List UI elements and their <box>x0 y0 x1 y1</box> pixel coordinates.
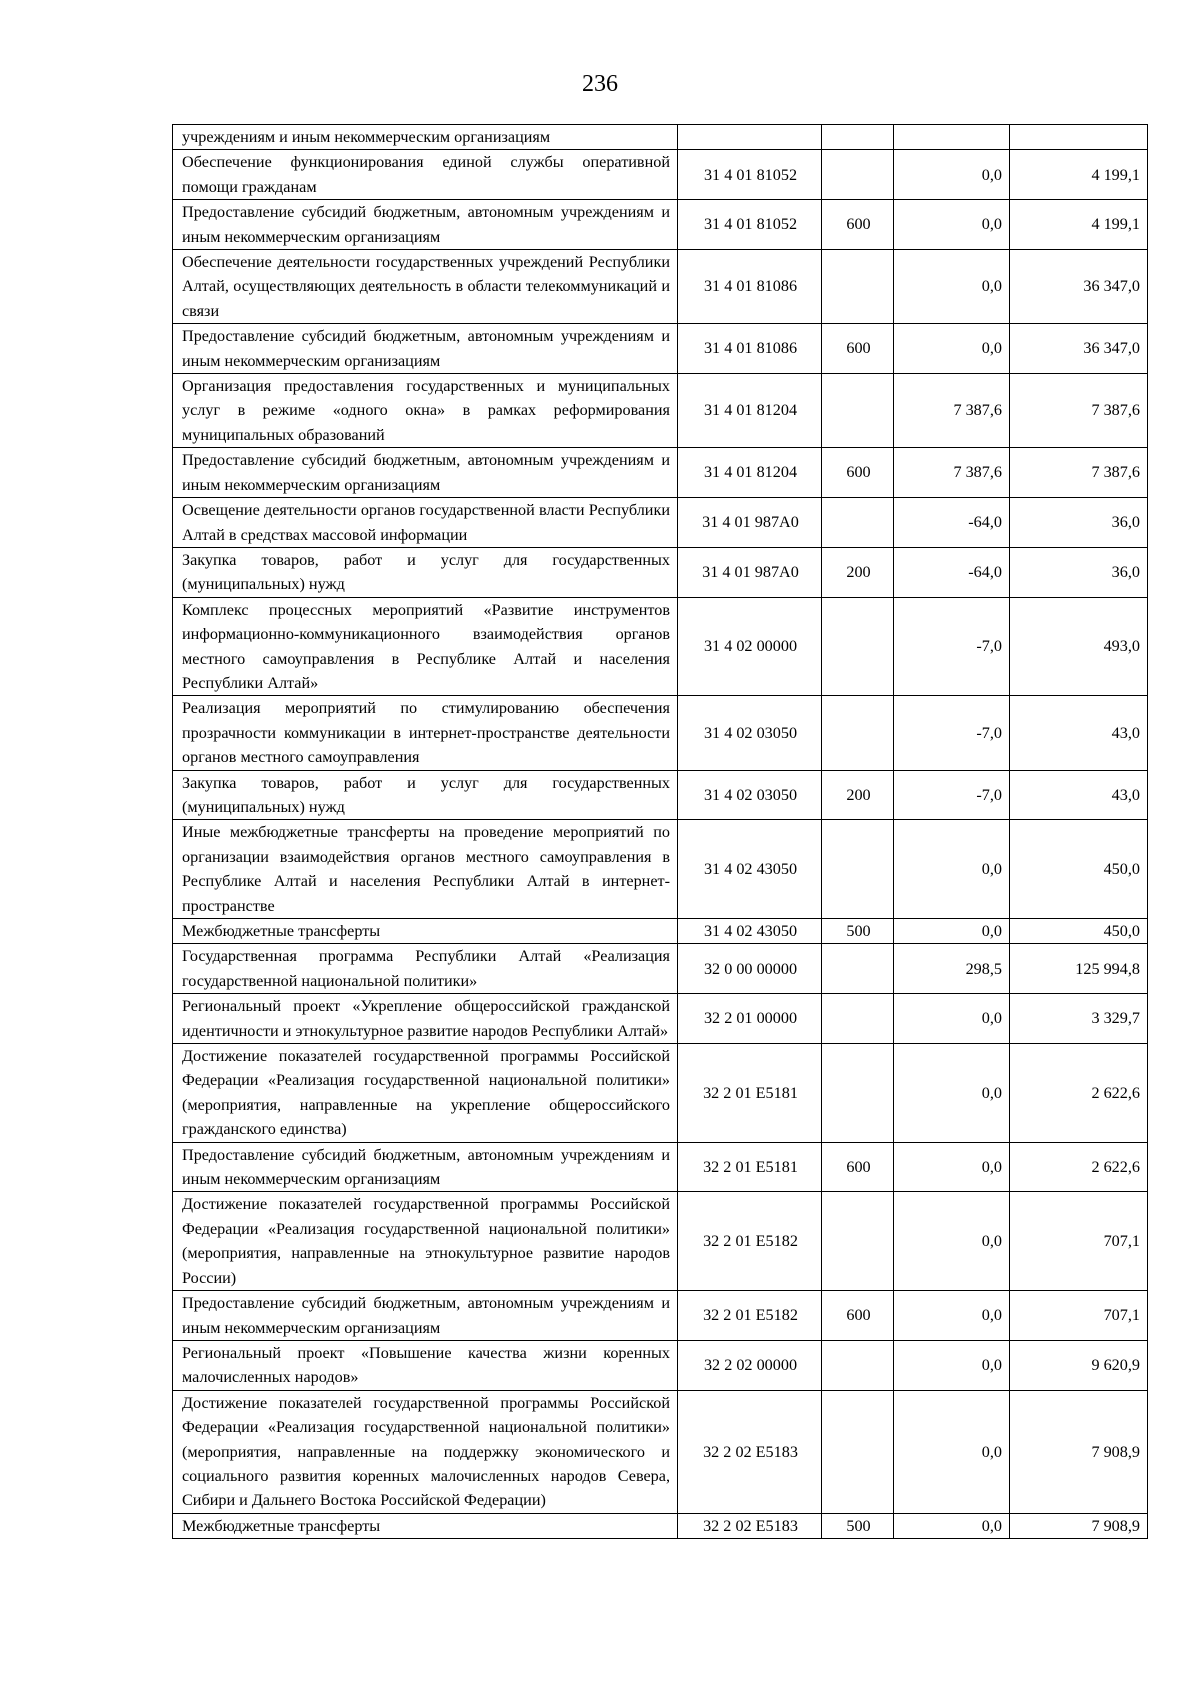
row-name-cell: Обеспечение функционирования единой службы оперативной помощи гражданам <box>173 150 678 200</box>
row-sum-cell: 4 199,1 <box>1010 150 1148 200</box>
row-sum-cell: 43,0 <box>1010 770 1148 820</box>
row-name-cell: Достижение показателей государственной программы Российской Федерации «Реализация государственной национальной политики» (мероприятия, направленные на этнокультурное развитие народов России) <box>173 1192 678 1291</box>
row-code-cell <box>678 125 822 150</box>
row-name-cell: Реализация мероприятий по стимулированию обеспечения прозрачности коммуникации в интернет-пространстве деятельности органов местного самоуправления <box>173 696 678 770</box>
row-sum-cell: 36 347,0 <box>1010 250 1148 324</box>
row-change-cell: 0,0 <box>894 1142 1010 1192</box>
row-code-cell: 32 2 02 Е5183 <box>678 1513 822 1538</box>
row-sum-cell: 36,0 <box>1010 547 1148 597</box>
row-sum-cell: 450,0 <box>1010 919 1148 944</box>
row-change-cell: 0,0 <box>894 200 1010 250</box>
row-expense-type-cell <box>822 944 894 994</box>
row-expense-type-cell <box>822 1340 894 1390</box>
row-change-cell: 7 387,6 <box>894 448 1010 498</box>
table-row <box>173 944 1148 994</box>
table-row <box>173 597 1148 696</box>
table-row <box>173 919 1148 944</box>
row-expense-type-cell <box>822 820 894 919</box>
row-name-cell: учреждениям и иным некоммерческим организациям <box>173 125 678 150</box>
row-change-cell: 0,0 <box>894 324 1010 374</box>
row-expense-type-cell: 600 <box>822 200 894 250</box>
table-row <box>173 125 1148 150</box>
row-name-cell: Иные межбюджетные трансферты на проведение мероприятий по организации взаимодействия органов местного самоуправления в Республике Алтай и населения Республики Алтай в интернет-пространстве <box>173 820 678 919</box>
row-name-cell: Предоставление субсидий бюджетным, автономным учреждениям и иным некоммерческим организациям <box>173 1291 678 1341</box>
row-name-cell: Предоставление субсидий бюджетным, автономным учреждениям и иным некоммерческим организациям <box>173 1142 678 1192</box>
row-expense-type-cell: 200 <box>822 547 894 597</box>
row-sum-cell: 125 994,8 <box>1010 944 1148 994</box>
table-row <box>173 547 1148 597</box>
row-change-cell: 0,0 <box>894 150 1010 200</box>
row-code-cell: 31 4 02 03050 <box>678 770 822 820</box>
row-code-cell: 31 4 02 03050 <box>678 696 822 770</box>
row-expense-type-cell <box>822 250 894 324</box>
table-row <box>173 200 1148 250</box>
row-code-cell: 32 2 02 00000 <box>678 1340 822 1390</box>
row-code-cell: 32 2 01 Е5181 <box>678 1142 822 1192</box>
row-sum-cell: 43,0 <box>1010 696 1148 770</box>
table-row <box>173 820 1148 919</box>
row-sum-cell: 7 908,9 <box>1010 1513 1148 1538</box>
row-expense-type-cell <box>822 1044 894 1143</box>
row-change-cell: -7,0 <box>894 696 1010 770</box>
row-code-cell: 31 4 01 81052 <box>678 150 822 200</box>
row-expense-type-cell <box>822 994 894 1044</box>
table-row <box>173 1142 1148 1192</box>
row-expense-type-cell: 600 <box>822 448 894 498</box>
table-row <box>173 696 1148 770</box>
table-row <box>173 1192 1148 1291</box>
row-name-cell: Обеспечение деятельности государственных учреждений Республики Алтай, осуществляющих деятельность в области телекоммуникаций и связи <box>173 250 678 324</box>
row-code-cell: 31 4 01 81204 <box>678 374 822 448</box>
row-name-cell: Межбюджетные трансферты <box>173 1513 678 1538</box>
row-name-cell: Закупка товаров, работ и услуг для государственных (муниципальных) нужд <box>173 770 678 820</box>
row-sum-cell: 707,1 <box>1010 1192 1148 1291</box>
row-change-cell: 0,0 <box>894 1044 1010 1143</box>
budget-table-body <box>173 125 1148 1539</box>
row-expense-type-cell <box>822 150 894 200</box>
row-expense-type-cell <box>822 597 894 696</box>
table-row <box>173 324 1148 374</box>
row-code-cell: 32 0 00 00000 <box>678 944 822 994</box>
table-row <box>173 1513 1148 1538</box>
row-change-cell: 0,0 <box>894 994 1010 1044</box>
row-expense-type-cell: 200 <box>822 770 894 820</box>
row-sum-cell: 36 347,0 <box>1010 324 1148 374</box>
row-name-cell: Закупка товаров, работ и услуг для государственных (муниципальных) нужд <box>173 547 678 597</box>
row-name-cell: Региональный проект «Укрепление общероссийской гражданской идентичности и этнокультурное развитие народов Республики Алтай» <box>173 994 678 1044</box>
row-sum-cell: 4 199,1 <box>1010 200 1148 250</box>
table-row <box>173 1340 1148 1390</box>
row-sum-cell: 2 622,6 <box>1010 1142 1148 1192</box>
row-change-cell: -7,0 <box>894 597 1010 696</box>
row-sum-cell: 9 620,9 <box>1010 1340 1148 1390</box>
row-expense-type-cell <box>822 498 894 548</box>
page-number: 236 <box>582 71 618 97</box>
row-expense-type-cell <box>822 374 894 448</box>
row-change-cell: -7,0 <box>894 770 1010 820</box>
row-sum-cell: 493,0 <box>1010 597 1148 696</box>
row-name-cell: Предоставление субсидий бюджетным, автономным учреждениям и иным некоммерческим организациям <box>173 324 678 374</box>
table-row <box>173 498 1148 548</box>
row-change-cell: 298,5 <box>894 944 1010 994</box>
row-code-cell: 31 4 01 81086 <box>678 324 822 374</box>
row-code-cell: 32 2 01 Е5181 <box>678 1044 822 1143</box>
row-code-cell: 32 2 01 Е5182 <box>678 1192 822 1291</box>
row-name-cell: Достижение показателей государственной программы Российской Федерации «Реализация государственной национальной политики» (мероприятия, направленные на поддержку экономического и социального развития коренных малочисленных народов Севера, Сибири и Дальнего Востока Российской Федерации) <box>173 1390 678 1513</box>
table-row <box>173 1390 1148 1513</box>
row-sum-cell: 7 387,6 <box>1010 374 1148 448</box>
row-name-cell: Достижение показателей государственной программы Российской Федерации «Реализация государственной национальной политики» (мероприятия, направленные на укрепление общероссийского гражданского единства) <box>173 1044 678 1143</box>
row-name-cell: Государственная программа Республики Алтай «Реализация государственной национальной политики» <box>173 944 678 994</box>
row-name-cell: Освещение деятельности органов государственной власти Республики Алтай в средствах массовой информации <box>173 498 678 548</box>
row-expense-type-cell: 600 <box>822 1142 894 1192</box>
table-row <box>173 374 1148 448</box>
row-sum-cell: 36,0 <box>1010 498 1148 548</box>
row-code-cell: 32 2 02 Е5183 <box>678 1390 822 1513</box>
row-change-cell: 0,0 <box>894 1192 1010 1291</box>
row-expense-type-cell <box>822 125 894 150</box>
row-change-cell: 0,0 <box>894 1291 1010 1341</box>
row-change-cell: -64,0 <box>894 547 1010 597</box>
table-row <box>173 448 1148 498</box>
row-expense-type-cell <box>822 1390 894 1513</box>
row-code-cell: 32 2 01 Е5182 <box>678 1291 822 1341</box>
row-change-cell <box>894 125 1010 150</box>
row-code-cell: 31 4 01 81204 <box>678 448 822 498</box>
row-code-cell: 31 4 02 00000 <box>678 597 822 696</box>
table-row <box>173 150 1148 200</box>
row-change-cell: 0,0 <box>894 919 1010 944</box>
row-name-cell: Комплекс процессных мероприятий «Развитие инструментов информационно-коммуникационного взаимодействия органов местного самоуправления в Республике Алтай и населения Республики Алтай» <box>173 597 678 696</box>
row-change-cell: 0,0 <box>894 1340 1010 1390</box>
row-code-cell: 31 4 01 987А0 <box>678 498 822 548</box>
row-name-cell: Предоставление субсидий бюджетным, автономным учреждениям и иным некоммерческим организациям <box>173 200 678 250</box>
row-change-cell: -64,0 <box>894 498 1010 548</box>
row-expense-type-cell: 600 <box>822 1291 894 1341</box>
row-change-cell: 0,0 <box>894 1513 1010 1538</box>
table-row <box>173 994 1148 1044</box>
table-row <box>173 1291 1148 1341</box>
row-name-cell: Организация предоставления государственных и муниципальных услуг в режиме «одного окна» в рамках реформирования муниципальных образований <box>173 374 678 448</box>
row-expense-type-cell <box>822 1192 894 1291</box>
row-code-cell: 31 4 02 43050 <box>678 919 822 944</box>
row-name-cell: Предоставление субсидий бюджетным, автономным учреждениям и иным некоммерческим организациям <box>173 448 678 498</box>
row-expense-type-cell: 500 <box>822 1513 894 1538</box>
row-code-cell: 31 4 01 81052 <box>678 200 822 250</box>
row-code-cell: 31 4 01 81086 <box>678 250 822 324</box>
table-row <box>173 1044 1148 1143</box>
row-change-cell: 0,0 <box>894 1390 1010 1513</box>
row-change-cell: 7 387,6 <box>894 374 1010 448</box>
row-change-cell: 0,0 <box>894 820 1010 919</box>
row-name-cell: Межбюджетные трансферты <box>173 919 678 944</box>
budget-table <box>172 124 1148 1539</box>
row-expense-type-cell <box>822 696 894 770</box>
row-change-cell: 0,0 <box>894 250 1010 324</box>
row-expense-type-cell: 500 <box>822 919 894 944</box>
row-sum-cell: 7 908,9 <box>1010 1390 1148 1513</box>
row-sum-cell: 450,0 <box>1010 820 1148 919</box>
row-code-cell: 32 2 01 00000 <box>678 994 822 1044</box>
row-sum-cell: 3 329,7 <box>1010 994 1148 1044</box>
row-sum-cell: 707,1 <box>1010 1291 1148 1341</box>
row-expense-type-cell: 600 <box>822 324 894 374</box>
row-sum-cell <box>1010 125 1148 150</box>
table-row <box>173 770 1148 820</box>
row-name-cell: Региональный проект «Повышение качества жизни коренных малочисленных народов» <box>173 1340 678 1390</box>
row-sum-cell: 7 387,6 <box>1010 448 1148 498</box>
row-code-cell: 31 4 02 43050 <box>678 820 822 919</box>
table-row <box>173 250 1148 324</box>
row-code-cell: 31 4 01 987А0 <box>678 547 822 597</box>
row-sum-cell: 2 622,6 <box>1010 1044 1148 1143</box>
